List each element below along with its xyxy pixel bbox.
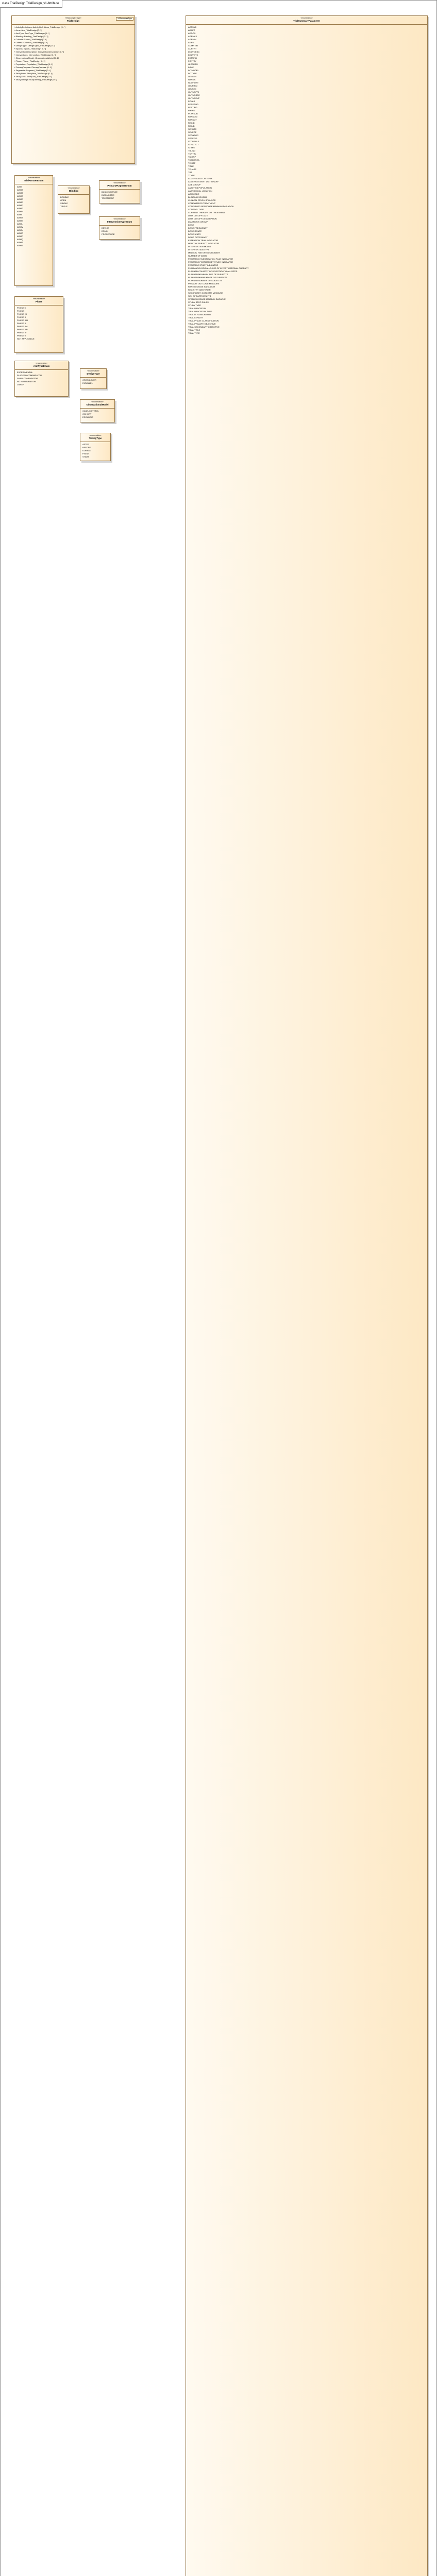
class-attribute: ARMN: [17, 229, 23, 231]
class-attribute: ARMR: [17, 241, 23, 244]
class-attribute: PHASE II: [17, 316, 26, 318]
class-name: DesignType: [87, 372, 100, 375]
class-attribute: RARE DISEASE INDICATOR: [188, 285, 215, 288]
class-header: [15, 361, 68, 370]
class-attribute: DOUBLE: [60, 196, 69, 198]
class-attribute: DOSE ROUTE: [188, 230, 202, 232]
class-attribute: PLANSUB: [188, 112, 198, 115]
class-attribute: TBLIND: [188, 149, 196, 152]
class-attribute: OBJSEC: [188, 88, 197, 90]
class-attribute: SINGLE: [60, 202, 68, 205]
class-attribute: ARML: [17, 223, 23, 225]
class-attribute: DURING: [82, 449, 91, 452]
class-attribute: + Segments: Segment_TrialDesign [0..*]: [14, 69, 51, 72]
class-attribute: + PrimaryPurpose: PrimaryPurpose [0..1]: [14, 66, 52, 69]
class-name: TrialSummaryParameter: [293, 20, 320, 22]
class-attribute: START: [82, 455, 89, 458]
class-attribute: + Criteria: Criterion_TrialDesign [0..*]: [14, 41, 48, 44]
class-attribute: ARMH: [17, 210, 23, 213]
class-name: Phase: [35, 300, 43, 303]
class-attribute: PLANNED MINIMUM AGE OF SUBJECTS: [188, 276, 228, 279]
class-stereotype: «enumeration»: [300, 17, 313, 19]
class-attribute: + ObservationalModel: ObservationalModel [0..1]: [14, 57, 59, 59]
class-attribute: ARMQ: [17, 238, 23, 241]
class-attribute: SPONSOR: [188, 134, 199, 137]
class-name: ObservationalModel: [86, 403, 109, 406]
class-header: [80, 369, 106, 378]
class-name: TrialArmSetEnum: [24, 179, 44, 182]
class-attribute: PEDIATRIC STUDY INDICATOR: [188, 264, 218, 266]
class-attribute: COHORT: [82, 413, 92, 415]
class-attribute: AGEMIN: [188, 38, 196, 41]
class-stereotype: «enumeration»: [113, 218, 126, 220]
class-attribute: + InterventionDescription: InterventionDescription [0..*]: [14, 50, 64, 53]
class-attribute: + StudyTimings: StudyTiming_TrialDesign [0..*]: [14, 78, 57, 81]
class-trialsummaryparameter[interactable]: [186, 15, 428, 2576]
class-attribute: MEDICAL HISTORY DICTIONARY: [188, 251, 221, 254]
class-attribute: DRUG: [102, 230, 108, 232]
class-attribute: ARMD: [17, 198, 23, 200]
class-attributes: [80, 378, 106, 386]
class-attribute: CONTROL TYPE: [188, 208, 204, 211]
class-attribute: NOT APPLICABLE: [17, 337, 35, 340]
class-attribute: TRIAL LENGTH: [188, 316, 203, 319]
class-designtype[interactable]: [80, 368, 107, 389]
class-attribute: PROCEDURE: [102, 233, 115, 235]
class-attribute: HLTSUBJI: [188, 63, 198, 65]
class-attribute: ECOLOGIC: [82, 416, 94, 418]
class-attribute: STOPRULE: [188, 140, 199, 143]
class-name: TimingType: [89, 437, 102, 439]
class-attribute: SEX OF PARTICIPANTS: [188, 295, 211, 297]
class-attribute: PEDIATRIC POSTMARKET STUDY INDICATOR: [188, 261, 233, 263]
class-stereotype: «enumeration»: [91, 401, 104, 403]
class-attribute: NCOHORT: [188, 81, 199, 84]
class-attribute: PHASE V: [17, 334, 26, 337]
class-attribute: TRIAL PHASE CLASSIFICATION: [188, 319, 219, 322]
class-attributes: [15, 184, 53, 248]
class-attribute: ARMM: [17, 226, 24, 228]
class-attribute: COMPARATOR TREATMENT: [188, 202, 216, 205]
class-header: [15, 297, 63, 306]
class-attribute: NO INTERVENTION: [17, 380, 36, 383]
class-attribute: DOSE UNITS: [188, 233, 201, 235]
class-attributes: [12, 25, 135, 82]
class-attribute: CURTRT: [188, 47, 197, 50]
class-attribute: ARMP: [17, 235, 23, 238]
class-attribute: + Arms: Arm_TrialDesign [0..*]: [14, 29, 42, 31]
class-attribute: ARME: [17, 201, 23, 204]
class-attributes: [58, 195, 89, 209]
class-attribute: TCNTRL: [188, 152, 196, 155]
class-attributes: [99, 226, 140, 237]
class-attributes: [80, 409, 114, 420]
class-attribute: AGEU: [188, 41, 194, 44]
class-attribute: DOSE FREQUENCY: [188, 227, 208, 229]
class-attribute: TREATMENT: [102, 197, 114, 199]
class-attribute: TRIPLE: [60, 205, 68, 208]
class-attribute: OUTMSSEC: [188, 94, 200, 96]
class-attribute: TRIAL INDICATION TYPE: [188, 310, 212, 313]
class-attribute: STYPE: [188, 146, 195, 149]
class-attribute: OPEN: [60, 199, 66, 201]
class-attribute: + Phase: Phase_TrialDesign [0..1]: [14, 60, 45, 62]
class-attribute: TRIAL PRIMARY OBJECTIVE: [188, 323, 216, 325]
class-attribute: DRUG DICTIONARY: [188, 236, 208, 239]
class-attribute: AGEMAX: [188, 35, 197, 38]
class-attribute: ADAPT: [188, 29, 195, 31]
class-attribute: NARMS: [188, 78, 196, 81]
class-timingtype[interactable]: [80, 433, 111, 461]
class-attribute: ARMG: [17, 207, 23, 210]
class-stereotype: «enumeration»: [68, 187, 80, 189]
class-header: [80, 433, 110, 442]
class-attribute: ARMI: [17, 213, 22, 216]
class-attribute: NUMBER OF ARMS: [188, 255, 207, 257]
class-attribute: EXTTIND: [188, 57, 197, 59]
class-armtype[interactable]: [14, 361, 69, 397]
class-attribute: PCLAS: [188, 100, 195, 103]
class-attribute: ACCEPTANCE CRITERIA: [188, 177, 212, 180]
class-attribute: STRATFCT: [188, 143, 199, 146]
class-attribute: DCUTDESC: [188, 50, 200, 53]
class-attribute: AGE GROUP: [188, 183, 201, 186]
class-attribute: + Population: Population_TrialDesign [0..1]: [14, 63, 53, 65]
class-attribute: SECONDARY OUTCOME MEASURE: [188, 292, 223, 294]
class-attribute: CROSS-OVER: [82, 379, 96, 381]
class-attribute: INTMODEL: [188, 69, 199, 72]
class-attribute: PHASE IIIB: [17, 328, 28, 331]
diagram-tab: class TrialDesign TrialDesign_v1 Attribute: [0, 0, 62, 8]
class-attribute: + Interventions: Intervention_TrialDesign [0..*]: [14, 54, 56, 56]
class-attribute: SENDTC: [188, 128, 197, 130]
class-attribute: PHARMACOLOGICAL CLASS OF INVESTIGATIONAL THERAPY: [188, 267, 249, 269]
class-attribute: STABLE DISEASE MINIMUM DURATION: [188, 298, 227, 300]
class-attribute: TTYPE: [188, 174, 195, 177]
class-attribute: ACTSUB: [188, 26, 197, 28]
class-attribute: OUTMSPRI: [188, 91, 199, 93]
class-attribute: SEXPOP: [188, 131, 197, 133]
class-attribute: STUDY TYPE: [188, 304, 201, 307]
class-attribute: TITLE: [188, 165, 194, 167]
class-attribute: ANATOMICAL LOCATION: [188, 190, 212, 192]
class-attribute: PHASE 0: [17, 307, 26, 309]
class-attribute: OTHER: [17, 383, 24, 386]
class-attributes: [15, 306, 63, 342]
class-header: [58, 186, 89, 195]
class-attribute: RDIND: [188, 125, 195, 127]
class-attribute: DATA CUTOFF DESCRIPTION: [188, 217, 217, 220]
class-attribute: + Blinding: Blinding_TrialDesign [0..1]: [14, 35, 48, 38]
class-attribute: ARM: [17, 185, 22, 188]
class-name: Blinding: [69, 190, 78, 192]
class-attribute: REGID: [188, 122, 195, 124]
class-attribute: ARMO: [17, 232, 23, 234]
class-attribute: CASE-CONTROL: [82, 410, 99, 412]
class-attribute: INTTYPE: [188, 72, 197, 75]
class-attribute: AFTER: [82, 443, 90, 446]
class-attribute: ARMA: [17, 189, 23, 191]
class-attribute: PHASE I: [17, 310, 25, 312]
class-attribute: CLINICAL STUDY SPONSOR: [188, 199, 216, 201]
class-attribute: CURRENT THERAPY OR TREATMENT: [188, 211, 225, 214]
class-attribute: RANDOM: [188, 115, 197, 118]
class-stereotype: «enumeration»: [27, 177, 40, 179]
class-attribute: ARMK: [17, 219, 23, 222]
class-blinding[interactable]: [58, 185, 90, 214]
class-attribute: TRIAL IS RANDOMIZED: [188, 313, 211, 316]
class-stereotype: «enumeration»: [32, 298, 45, 300]
class-attribute: ARMJ: [17, 216, 23, 219]
class-attribute: THERAREA: [188, 159, 199, 161]
class-attribute: ADDON: [188, 32, 196, 35]
class-tag: XSDcomplexType: [116, 17, 133, 21]
class-interventiontype[interactable]: [99, 216, 140, 240]
class-attribute: PHASE II/III: [17, 319, 28, 321]
class-attribute: STUDY STOP RULES: [188, 301, 209, 303]
class-attribute: TRIAL SECONDARY OBJECTIVE: [188, 326, 220, 328]
class-attribute: DIAGNOSIS GROUP: [188, 221, 208, 223]
class-attribute: DCUTDTC: [188, 54, 198, 56]
class-stereotype: «enumeration»: [89, 434, 102, 436]
class-attribute: RANDQT: [188, 118, 197, 121]
class-trialdesign[interactable]: [11, 15, 135, 164]
class-attributes: [80, 442, 110, 460]
class-stereotype: «enumeration»: [113, 182, 126, 184]
class-attribute: CONFIRMED RESPONSE MINIMUM DURATION: [188, 205, 234, 208]
class-attribute: LENGTH: [188, 75, 197, 78]
class-attribute: SPREFID: [188, 137, 197, 140]
class-stereotype: «enumeration»: [87, 370, 99, 372]
class-attribute: FIXED: [82, 452, 89, 455]
class-attribute: PDSTIND: [188, 106, 197, 109]
class-attribute: PHASE III: [17, 322, 27, 325]
class-header: [80, 400, 114, 409]
class-attribute: DIAGNOSTIC: [102, 194, 114, 196]
class-attribute: BEFORE: [82, 446, 91, 449]
class-attribute: ARMB: [17, 192, 23, 194]
class-attribute: PLACEBO COMPARATOR: [17, 374, 42, 377]
class-attribute: PLANNED NUMBER OF SUBJECTS: [188, 279, 223, 282]
class-attribute: INTERVENTION TYPE: [188, 248, 210, 251]
class-attribute: + StudyArms: StudyArm_TrialDesign [0..*]: [14, 72, 53, 75]
class-observationalmodel[interactable]: [80, 399, 115, 422]
class-attribute: + ActivityDefinitions: ActivityDefinitions_TrialDesign [0..*]: [14, 26, 65, 28]
class-attribute: + StudyCells: StudyCell_TrialDesign [0..*]: [14, 75, 52, 78]
class-attribute: OBJPRIM: [188, 84, 197, 87]
class-attribute: PRIMARY OUTCOME MEASURE: [188, 282, 220, 285]
class-attribute: TRIAL INDICATION: [188, 307, 207, 310]
class-stereotype: «enumeration»: [35, 362, 48, 364]
class-attribute: INDIC: [188, 66, 194, 69]
class-attribute: EXPERIMENTAL: [17, 371, 33, 374]
class-attribute: TPHASE: [188, 168, 197, 171]
class-attribute: TRIAL TYPE: [188, 332, 200, 334]
class-attribute: TRT: [188, 171, 192, 174]
class-attribute: DOSE: [188, 224, 194, 226]
class-attribute: PHASE IIIA: [17, 325, 28, 328]
class-attribute: + ArmType: ArmType_TrialDesign [0..*]: [14, 32, 49, 35]
class-attribute: + DesignType: DesignType_TrialDesign [0..1]: [14, 44, 56, 47]
class-attribute: BASIC SCIENCE: [102, 191, 117, 193]
class-attribute: TRIAL TITLE: [188, 329, 200, 331]
class-attribute: PLANNED COUNTRY OF INVESTIGATIONAL SITES: [188, 270, 238, 273]
class-name: ArmTypeEnum: [33, 365, 50, 367]
class-attributes: [99, 190, 140, 201]
class-attribute: ARM CODE: [188, 193, 199, 195]
class-stereotype: «XSDcomplexType»: [65, 17, 81, 19]
class-name: InterventionTypeEnum: [107, 221, 132, 223]
class-attribute: + Cohorts: Cohort_TrialDesign [0..*]: [14, 38, 47, 41]
class-name: PrimaryPurposeEnum: [107, 184, 132, 187]
class-attribute: DATA CUTOFF DATE: [188, 214, 208, 217]
class-attribute: REGISTRY IDENTIFIER: [188, 289, 211, 291]
class-trialarmset[interactable]: [14, 175, 53, 286]
class-header: [99, 217, 140, 226]
class-attribute: ARMF: [17, 204, 23, 207]
class-attribute: TINDTP: [188, 162, 196, 164]
class-attribute: DEVICE: [102, 227, 109, 229]
class-attribute: + Epochs: Epoch_TrialDesign [0..*]: [14, 47, 46, 50]
class-header: [15, 176, 53, 184]
class-attribute: ARMC: [17, 195, 23, 197]
class-attribute: FCNTRY: [188, 60, 197, 62]
class-header: [99, 181, 140, 190]
class-attribute: PLANNED MAXIMUM AGE OF SUBJECTS: [188, 273, 228, 276]
class-attribute: PHASE IV: [17, 331, 27, 334]
class-attributes: [15, 370, 68, 387]
class-attribute: HEALTHY SUBJECT INDICATOR: [188, 242, 220, 245]
class-attribute: PEDIATRIC INVESTIGATION PLAN INDICATOR: [188, 258, 233, 260]
class-header: [186, 16, 427, 25]
class-primarypurpose[interactable]: [99, 180, 140, 204]
class-attribute: TDIGRP: [188, 156, 196, 158]
class-attributes: [186, 25, 427, 336]
class-name: TrialDesign: [66, 20, 80, 22]
class-attribute: ANALYSIS POPULATION: [188, 187, 212, 189]
class-attribute: PDPSTIND: [188, 103, 199, 106]
class-attribute: OUTMSEXP: [188, 97, 200, 99]
class-attribute: PHASE I/II: [17, 313, 27, 315]
class-attribute: PIPIND: [188, 109, 195, 112]
class-phase[interactable]: [14, 296, 63, 353]
class-attribute: ADVERSE EVENT DICTIONARY: [188, 180, 219, 183]
class-attribute: BLINDING SCHEMA: [188, 196, 208, 198]
class-attribute: COMPTRT: [188, 44, 198, 47]
class-attribute: SHAM COMPARATOR: [17, 377, 38, 380]
class-attribute: ARMS: [17, 244, 23, 247]
class-attribute: EXTENSION TRIAL INDICATOR: [188, 239, 218, 242]
class-attribute: PARALLEL: [82, 382, 93, 384]
class-attribute: INTERVENTION MODEL: [188, 245, 212, 248]
